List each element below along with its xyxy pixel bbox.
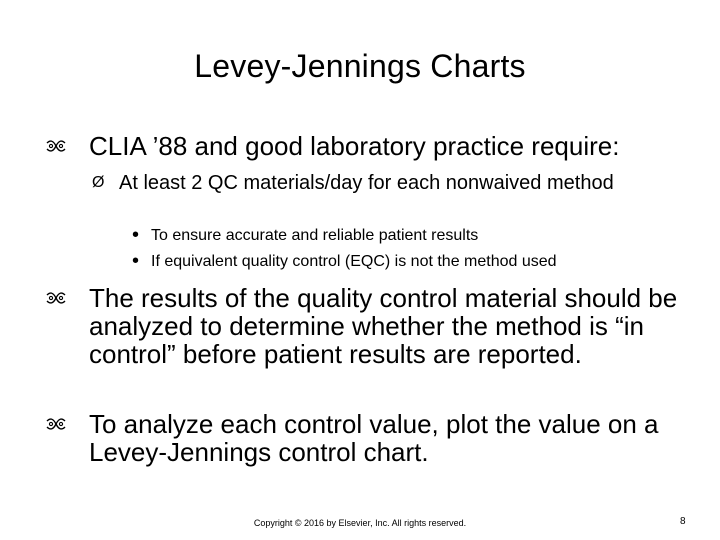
bullet-text: The results of the quality control material should be analyzed to determine whether the method is “in control” before patient results are reported. [89,283,678,369]
copyright-footer: Copyright © 2016 by Elsevier, Inc. All rights reserved. [253,518,467,528]
decorative-bullet-icon [44,412,68,436]
dot-bullet-icon: • [132,250,140,272]
arrow-bullet-icon: Ø [92,174,105,191]
decorative-bullet-icon [44,134,68,158]
sub-sub-bullet-text: To ensure accurate and reliable patient results [151,227,479,244]
decorative-bullet-icon [44,286,68,310]
bullet-text: To analyze each control value, plot the value on a Levey-Jennings control chart. [89,409,659,467]
sub-sub-bullet-text: If equivalent quality control (EQC) is not the method used [151,253,557,270]
sub-bullet-text: At least 2 QC materials/day for each nonwaived method [119,172,614,194]
dot-bullet-icon: • [132,224,140,246]
page-number: 8 [680,516,686,527]
slide-title: Levey-Jennings Charts [194,48,526,84]
bullet-text: CLIA ’88 and good laboratory practice require: [89,131,620,161]
